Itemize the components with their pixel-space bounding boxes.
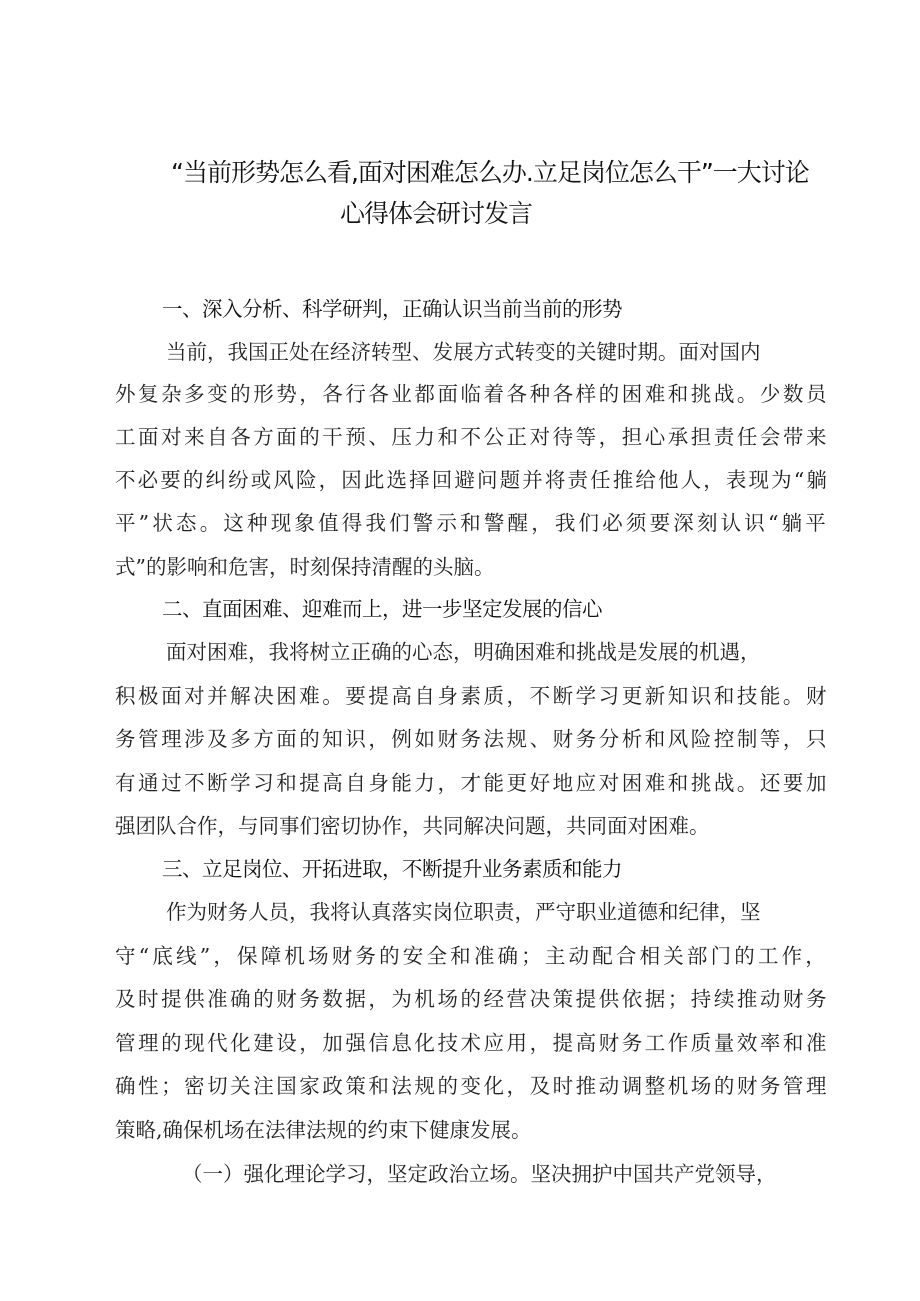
paragraph-line: 强团队合作，与同事们密切协作，共同解决问题，共同面对困难。: [115, 814, 710, 838]
document-title-line-2: 心得体会研讨发言: [340, 199, 533, 228]
section-heading-3: 三、立足岗位、开拓进取，不断提升业务素质和能力: [162, 857, 622, 881]
document-title-line-1: “当前形势怎么看,面对困难怎么办.立足岗位怎么干”一大讨论: [171, 158, 809, 187]
paragraph-line: 式”的影响和危害，时刻保持清醒的头脑。: [115, 555, 495, 579]
paragraph-line: 平”状态。这种现象值得我们警示和警醒，我们必须要深刻认识“躺平: [115, 511, 829, 535]
paragraph-line: 务管理涉及多方面的知识，例如财务法规、财务分析和风险控制等，只: [115, 727, 829, 751]
paragraph-line: 工面对来自各方面的干预、压力和不公正对待等，担心承担责任会带来: [115, 425, 829, 449]
paragraph-line: 管理的现代化建设，加强信息化技术应用，提高财务工作质量效率和准: [115, 1031, 829, 1055]
paragraph-line: 积极面对并解决困难。要提高自身素质，不断学习更新知识和技能。财: [115, 684, 829, 708]
paragraph-line: 不必要的纠纷或风险，因此选择回避问题并将责任推给他人，表现为“躺: [115, 468, 829, 492]
paragraph-line: 当前，我国正处在经济转型、发展方式转变的关键时期。面对国内: [166, 340, 761, 364]
paragraph-line: 及时提供准确的财务数据，为机场的经营决策提供依据；持续推动财务: [115, 987, 829, 1011]
paragraph-line: 确性；密切关注国家政策和法规的变化，及时推动调整机场的财务管理: [115, 1074, 829, 1098]
paragraph-line: 面对困难，我将树立正确的心态，明确困难和挑战是发展的机遇，: [166, 640, 761, 664]
paragraph-line: 作为财务人员，我将认真落实岗位职责，严守职业道德和纪律，坚: [166, 900, 761, 924]
section-heading-1: 一、深入分析、科学研判，正确认识当前当前的形势: [162, 297, 622, 321]
paragraph-line: 守“底线”，保障机场财务的安全和准确；主动配合相关部门的工作，: [115, 944, 829, 968]
paragraph-line: （一）强化理论学习，坚定政治立场。坚决拥护中国共产党领导，: [182, 1162, 777, 1186]
paragraph-line: 策略,确保机场在法律法规的约束下健康发展。: [115, 1118, 532, 1142]
paragraph-line: 外复杂多变的形势，各行各业都面临着各种各样的困难和挑战。少数员: [115, 382, 829, 406]
paragraph-line: 有通过不断学习和提高自身能力，才能更好地应对困难和挑战。还要加: [115, 771, 829, 795]
section-heading-2: 二、直面困难、迎难而上，进一步坚定发展的信心: [162, 597, 602, 621]
